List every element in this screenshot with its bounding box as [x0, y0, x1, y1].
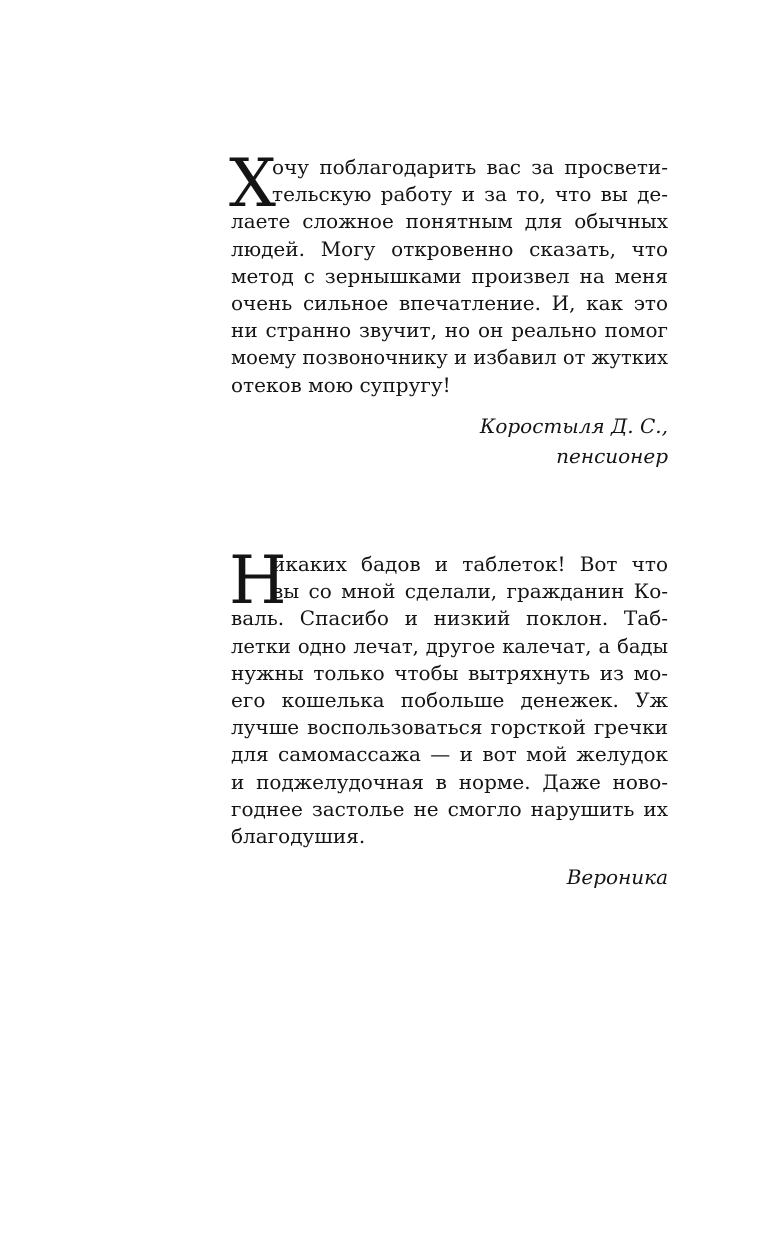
author-role: пенсионер — [556, 443, 668, 468]
text-line: очень сильное впечатление. И, как это — [231, 290, 668, 315]
text-line: тельскую работу и за то, что вы де- — [272, 182, 668, 207]
text-line: лаете сложное понятным для обычных — [231, 209, 668, 234]
text-line: его кошелька побольше денежек. Уж — [231, 687, 668, 712]
testimonial-veronika — [229, 542, 668, 892]
testimonial-korostylya — [229, 145, 668, 471]
text-line: очу поблагодарить вас за просвети- — [272, 155, 668, 179]
text-line: ни странно звучит, но он реально помог — [231, 318, 668, 343]
text-line: и поджелудочная в норме. Даже ново- — [231, 769, 668, 794]
author-name: Вероника — [566, 865, 668, 890]
text-line: вы со мной сделали, гражданин Ко- — [272, 579, 668, 604]
text-line: для самомассажа — и вот мой желудок — [231, 742, 668, 767]
text-line: метод с зернышками произвел на меня — [231, 263, 668, 288]
text-line: нужны только чтобы вытряхнуть из мо- — [231, 660, 668, 685]
text-line: моему позвоночнику и избавил от жутких — [231, 346, 668, 370]
testimonial-author — [231, 411, 668, 471]
testimonial-author — [231, 862, 668, 892]
text-line: людей. Могу откровенно сказать, что — [231, 236, 668, 261]
author-name: Коростыля Д. С., — [479, 413, 668, 438]
drop-cap-letter: Х — [229, 145, 276, 222]
text-line: валь. Спасибо и низкий поклон. Таб- — [231, 606, 668, 631]
text-line: икаких бадов и таблеток! Вот что — [272, 552, 668, 576]
text-line: годнее застолье не смогло нарушить их — [231, 796, 668, 821]
text-line: благодушия. — [231, 823, 366, 848]
text-line: летки одно лечат, другое калечат, а бады — [231, 634, 668, 658]
drop-cap-letter: Н — [229, 542, 287, 619]
text-line: отеков мою супругу! — [231, 372, 451, 397]
text-line: лучше воспользоваться горсткой гречки — [231, 715, 668, 740]
